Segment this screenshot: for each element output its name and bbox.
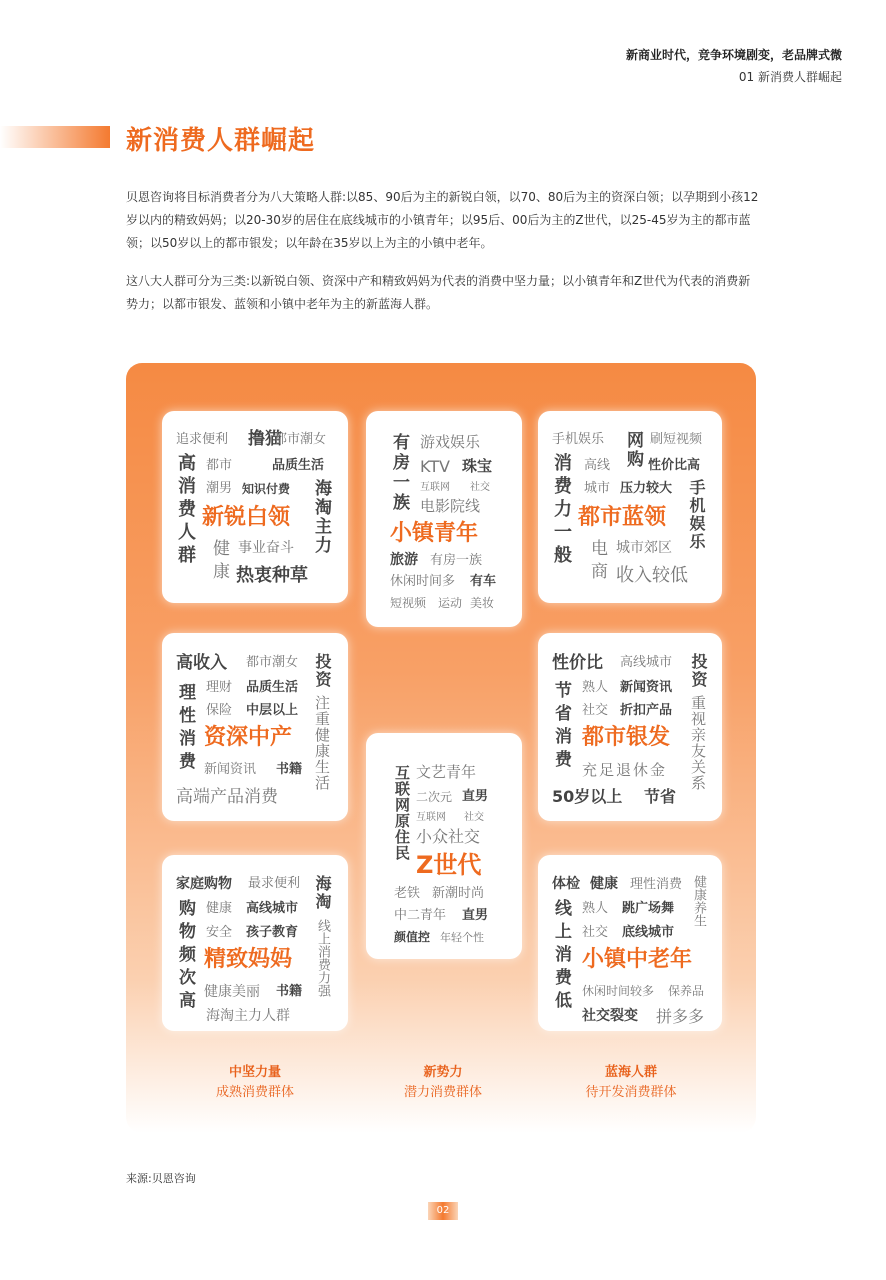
- word: 电影院线: [420, 497, 481, 515]
- word: 折扣产品: [620, 703, 673, 718]
- word: 游戏娱乐: [420, 433, 481, 451]
- word: 社交: [582, 925, 609, 940]
- word: 高端产品消费: [176, 787, 278, 807]
- word: 都市: [206, 458, 233, 473]
- column-label-blue-ocean: [556, 1063, 706, 1103]
- word: 收入较低: [616, 565, 688, 586]
- card-name: 资深中产: [204, 725, 293, 750]
- word: 年轻个性: [440, 931, 484, 944]
- word: 安全: [206, 925, 233, 940]
- word: 新潮时尚: [432, 886, 485, 901]
- word: 理性消费: [630, 877, 683, 892]
- card-name: Z世代: [416, 851, 482, 879]
- word: 品质生活: [272, 458, 325, 473]
- word: 互联网: [416, 812, 446, 823]
- word: 熟人: [582, 680, 609, 695]
- word: 休闲时间较多: [582, 984, 655, 998]
- word: 投资: [313, 653, 332, 689]
- word: 颜值控: [394, 930, 431, 944]
- header-section: 01 新消费人群崛起: [738, 70, 842, 84]
- word: 购物频次高: [175, 899, 195, 1014]
- word: 社交: [470, 482, 490, 493]
- card-name: 精致妈妈: [204, 947, 293, 972]
- word: 社交: [582, 703, 609, 718]
- word: 中二青年: [394, 908, 447, 923]
- word: 压力较大: [620, 481, 673, 496]
- word: 健康养生: [691, 875, 706, 927]
- word: 互联网原住民: [393, 765, 411, 861]
- page-number: 02: [428, 1202, 458, 1220]
- card-name: 新锐白领: [202, 505, 291, 530]
- word: 书籍: [276, 762, 303, 777]
- word: 重视亲友关系: [689, 695, 707, 791]
- word: 老铁: [394, 886, 421, 901]
- word: 都市潮女: [274, 432, 327, 447]
- word: 健康: [206, 901, 233, 916]
- word: 有房一族: [389, 433, 409, 513]
- word: 追求便利: [176, 432, 229, 447]
- word: 小众社交: [416, 827, 481, 846]
- word: 海淘主力: [311, 479, 331, 555]
- word: 保养品: [668, 984, 705, 998]
- word: 最求便利: [248, 876, 301, 891]
- word: 书籍: [276, 984, 303, 999]
- word: 熟人: [582, 901, 609, 916]
- word: 刷短视频: [650, 432, 703, 447]
- word: 中层以上: [246, 703, 299, 718]
- word: 跳广场舞: [622, 901, 675, 916]
- card-name: 小镇中老年: [582, 947, 693, 972]
- word: 线上消费低: [551, 899, 571, 1014]
- word: 二次元: [416, 790, 453, 804]
- word: 50岁以上: [552, 787, 623, 806]
- word: 理财: [206, 680, 233, 695]
- word: 城市郊区: [616, 540, 672, 556]
- word: 直男: [462, 789, 489, 804]
- card-name: 都市蓝领: [578, 505, 667, 530]
- word: 海淘: [313, 875, 332, 911]
- word: 旅游: [390, 552, 418, 568]
- word: 孩子教育: [246, 925, 299, 940]
- word: 节省消费: [551, 681, 571, 773]
- word: 高收入: [176, 653, 227, 673]
- word: 健康美丽: [204, 984, 260, 1000]
- word: 节省: [644, 787, 677, 806]
- word: 高线城市: [246, 901, 299, 916]
- word: 城市: [584, 481, 611, 496]
- word: 美妆: [470, 596, 495, 610]
- word: KTV: [420, 457, 450, 476]
- column-subtitle: 成熟消费群体: [215, 1085, 294, 1100]
- word: 都市潮女: [246, 655, 299, 670]
- card-z: [366, 733, 522, 959]
- word: 性价比高: [648, 458, 701, 473]
- word: 保险: [206, 703, 233, 718]
- word: 新闻资讯: [204, 762, 257, 777]
- header-subtitle: 新商业时代，竞争环境剧变，老品牌式微: [625, 48, 842, 62]
- word: 线上消费力强: [315, 919, 330, 997]
- column-label-core: [180, 1063, 330, 1103]
- word: 海淘主力人群: [206, 1008, 290, 1024]
- word: 投资: [689, 653, 708, 689]
- title-accent-bar: [0, 126, 110, 148]
- word: 电商: [587, 539, 607, 585]
- card-lanling: [538, 411, 722, 603]
- word: 文艺青年: [416, 763, 477, 781]
- column-title: 中坚力量: [228, 1065, 281, 1080]
- word: 网购: [623, 431, 643, 469]
- word: 品质生活: [246, 680, 299, 695]
- word: 运动: [438, 596, 463, 610]
- word: 体检: [552, 876, 580, 892]
- word: 热衷种草: [236, 565, 308, 586]
- page-title: 新消费人群崛起: [126, 126, 316, 156]
- column-subtitle: 潜力消费群体: [403, 1085, 482, 1100]
- word: 珠宝: [462, 457, 493, 475]
- word: 高线: [584, 458, 611, 473]
- source-note: 来源:贝恩咨询: [126, 1172, 196, 1185]
- card-name: 都市银发: [582, 725, 671, 750]
- word: 高消费人群: [175, 453, 196, 568]
- card-laonian: [538, 855, 722, 1031]
- word: 撸猫: [248, 429, 282, 449]
- word: 休闲时间多: [390, 574, 456, 589]
- column-subtitle: 待开发消费群体: [585, 1085, 677, 1100]
- word: 社交裂变: [582, 1008, 638, 1024]
- grouping-paragraph: 这八大人群可分为三类:以新锐白领、资深中产和精致妈妈为代表的消费中坚力量；以小镇青年和Z世代为代表的消费新势力；以都市银发、蓝领和小镇中老年为主的新蓝海人群。: [126, 274, 751, 311]
- word: 健康: [209, 539, 229, 585]
- word: 直男: [462, 908, 489, 923]
- word: 有房一族: [430, 553, 483, 568]
- word: 有车: [470, 574, 497, 589]
- word: 家庭购物: [176, 876, 232, 892]
- card-mama: [162, 855, 348, 1031]
- word: 底线城市: [622, 925, 675, 940]
- word: 新闻资讯: [620, 680, 673, 695]
- column-title: 新势力: [423, 1065, 463, 1080]
- consumer-groups-panel: [126, 363, 756, 1133]
- word: 事业奋斗: [238, 540, 294, 556]
- word: 手机娱乐: [552, 432, 605, 447]
- word: 注重健康生活: [313, 695, 331, 791]
- word: 消费力一般: [551, 453, 572, 568]
- card-yinfa: [538, 633, 722, 821]
- word: 知识付费: [242, 482, 291, 496]
- word: 高线城市: [620, 655, 673, 670]
- intro-paragraph: 贝恩咨询将目标消费者分为八大策略人群:以85、90后为主的新锐白领，以70、80后为主的资深白领；以孕期到小孩12岁以内的精致妈妈；以20-30岁的居住在底线城市的小镇青年；以95后、00后为主的Z世代，以25-45岁为主的都市蓝领；以50岁以上的都市银发；以年龄在35岁以上为主的小镇中老年。: [126, 190, 759, 250]
- column-label-new: [368, 1063, 518, 1103]
- word: 短视频: [390, 596, 427, 610]
- word: 互联网: [420, 482, 450, 493]
- word: 社交: [464, 812, 484, 823]
- card-xinrui: [162, 411, 348, 603]
- word: 充足退休金: [582, 761, 668, 779]
- column-title: 蓝海人群: [604, 1065, 657, 1080]
- card-xiaozhen: [366, 411, 522, 627]
- card-name: 小镇青年: [390, 521, 479, 546]
- word: 健康: [590, 876, 618, 892]
- card-zishen: [162, 633, 348, 821]
- word: 理性消费: [175, 683, 195, 775]
- word: 拼多多: [656, 1007, 705, 1026]
- word: 潮男: [206, 481, 233, 496]
- word: 性价比: [552, 653, 603, 673]
- word: 手机娱乐: [687, 479, 706, 551]
